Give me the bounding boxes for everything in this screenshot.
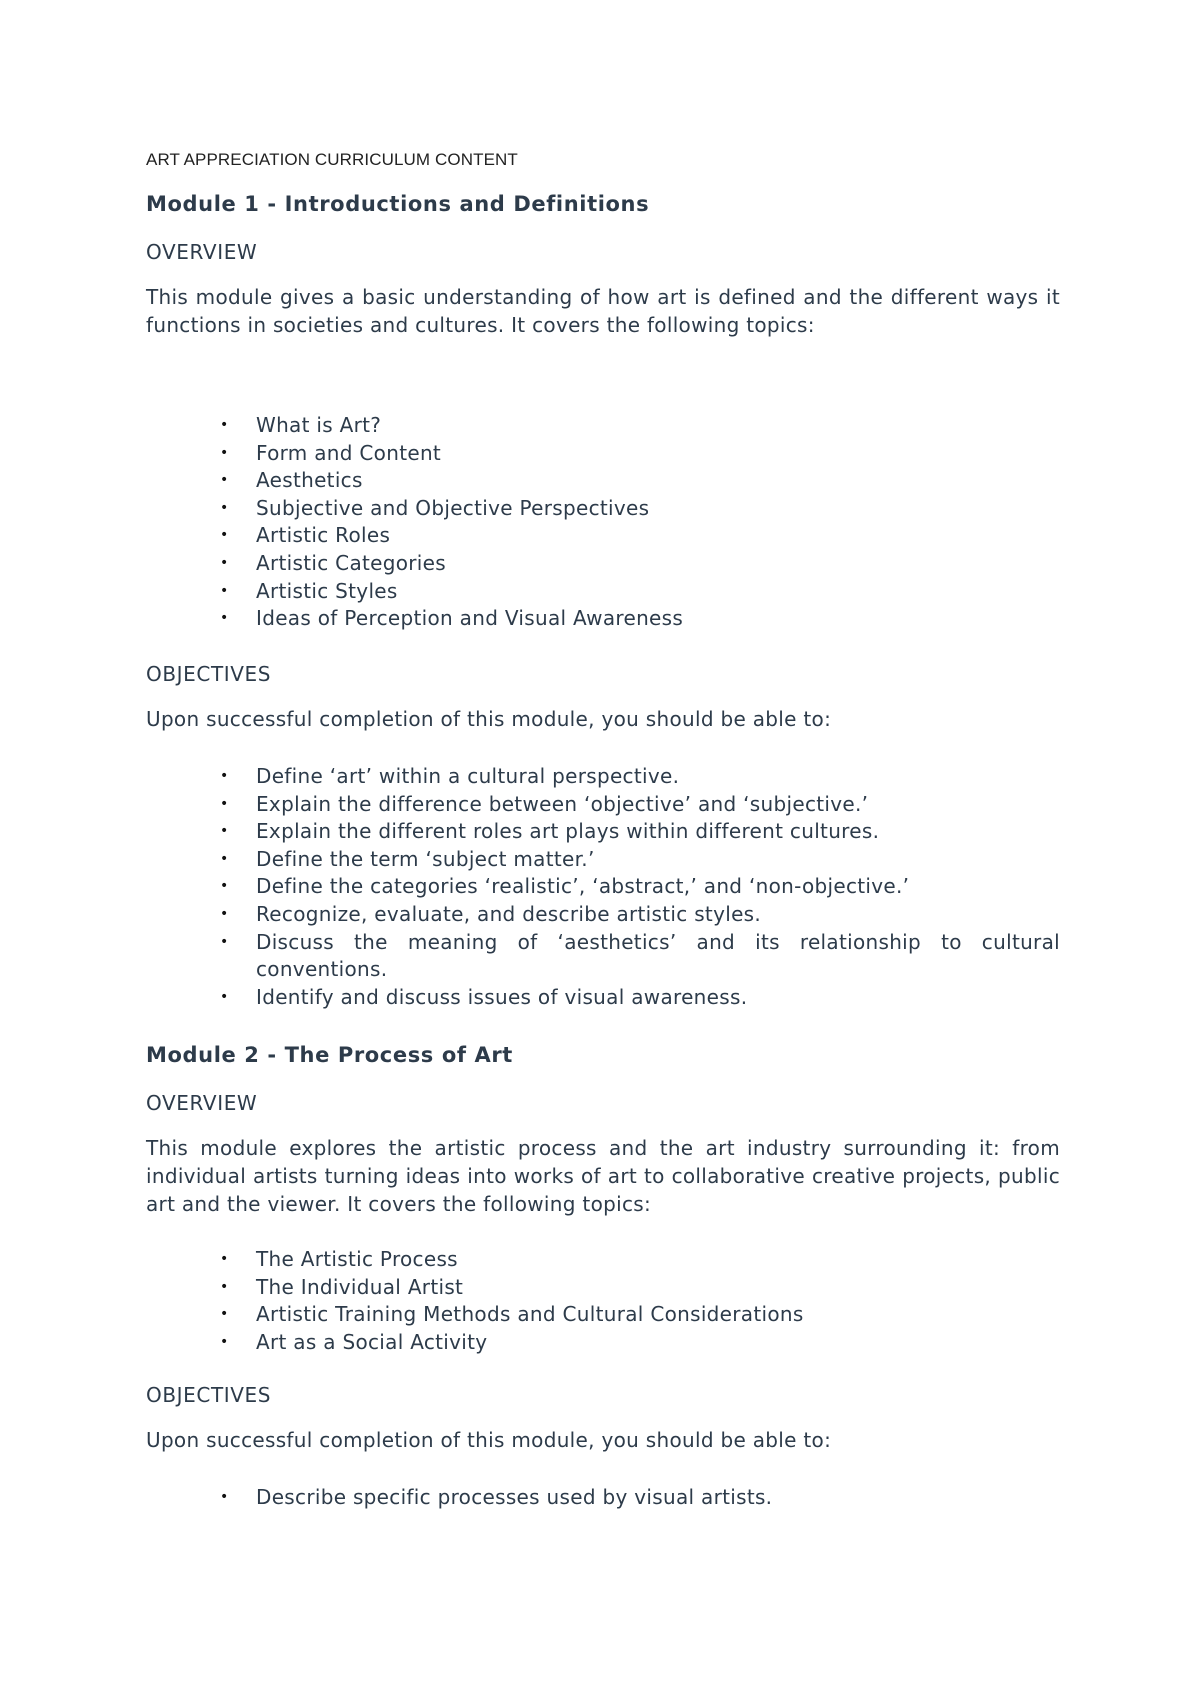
module-2-objectives-list <box>146 1484 1060 1512</box>
module-1-objectives-intro: Upon successful completion of this module, you should be able to: <box>146 707 832 731</box>
bullet-icon: • <box>220 417 229 433</box>
module-1-heading: Module 1 - Introductions and Definitions <box>146 192 650 216</box>
list-item: • Identify and discuss issues of visual awareness. <box>146 984 1060 1012</box>
bullet-icon: • <box>220 1251 229 1267</box>
module-1-overview-label: OVERVIEW <box>146 240 258 264</box>
bullet-icon: • <box>220 499 229 516</box>
module-2-overview-label: OVERVIEW <box>146 1091 258 1115</box>
list-item: • Explain the difference between ‘objective’ and ‘subjective.’ <box>146 791 1060 819</box>
bullet-icon: • <box>220 527 229 544</box>
bullet-icon: • <box>220 1333 229 1350</box>
module-1-objectives-list <box>146 763 1060 1011</box>
bullet-icon: • <box>220 905 229 922</box>
module-1-objectives-label: OBJECTIVES <box>146 662 272 686</box>
list-item: • Art as a Social Activity <box>146 1329 1060 1357</box>
bullet-icon: • <box>220 795 229 812</box>
module-2-overview-text: This module explores the artistic process and the art industry surrounding it: from individual artists turning ideas into works of art to collaborative creative projects, public art and the viewer. It covers the following topics: <box>146 1136 1060 1216</box>
module-2-objectives-intro: Upon successful completion of this module, you should be able to: <box>146 1428 832 1452</box>
bullet-icon: • <box>220 933 229 950</box>
bullet-icon: • <box>220 768 229 784</box>
module-1-overview-text: This module gives a basic understanding of how art is defined and the different ways it functions in societies and cultures. It covers the following topics: <box>146 285 1060 337</box>
list-item: • Ideas of Perception and Visual Awareness <box>146 605 1060 633</box>
module-1-topic-list <box>146 412 1060 633</box>
list-item: • Artistic Roles <box>146 522 1060 550</box>
bullet-icon: • <box>220 1278 229 1295</box>
bullet-icon: • <box>220 582 229 599</box>
module-2-heading: Module 2 - The Process of Art <box>146 1043 513 1067</box>
list-item: • Describe specific processes used by visual artists. <box>146 1484 1060 1512</box>
list-item: • Define ‘art’ within a cultural perspective. <box>146 763 1060 791</box>
bullet-icon: • <box>220 850 229 867</box>
list-item: • Discuss the meaning of ‘aesthetics’ and its relationship to cultural conventions. <box>220 929 1060 982</box>
list-item: • Subjective and Objective Perspectives <box>146 495 1060 523</box>
module-2-objectives-label: OBJECTIVES <box>146 1383 272 1407</box>
list-item: • Form and Content <box>146 440 1060 468</box>
document-title: ART APPRECIATION CURRICULUM CONTENT <box>146 150 518 169</box>
list-item: • The Artistic Process <box>146 1246 1060 1274</box>
bullet-icon: • <box>220 554 229 571</box>
bullet-icon: • <box>220 1306 229 1323</box>
bullet-icon: • <box>220 878 229 895</box>
list-item: • Define the term ‘subject matter.’ <box>146 846 1060 874</box>
list-item: • Define the categories ‘realistic’, ‘abstract,’ and ‘non-objective.’ <box>146 873 1060 901</box>
list-item: • Explain the different roles art plays within different cultures. <box>146 818 1060 846</box>
bullet-icon: • <box>220 823 229 840</box>
list-item: • Artistic Training Methods and Cultural Considerations <box>146 1301 1060 1329</box>
list-item: • Aesthetics <box>146 467 1060 495</box>
list-item: • Artistic Styles <box>146 578 1060 606</box>
list-item: • What is Art? <box>146 412 1060 440</box>
list-item: • Artistic Categories <box>146 550 1060 578</box>
list-item: • The Individual Artist <box>146 1274 1060 1302</box>
bullet-icon: • <box>220 1489 229 1505</box>
list-item: • Recognize, evaluate, and describe artistic styles. <box>146 901 1060 929</box>
bullet-icon: • <box>220 988 229 1005</box>
bullet-icon: • <box>220 444 229 461</box>
bullet-icon: • <box>220 610 229 627</box>
bullet-icon: • <box>220 472 229 489</box>
module-2-topic-list <box>146 1246 1060 1356</box>
